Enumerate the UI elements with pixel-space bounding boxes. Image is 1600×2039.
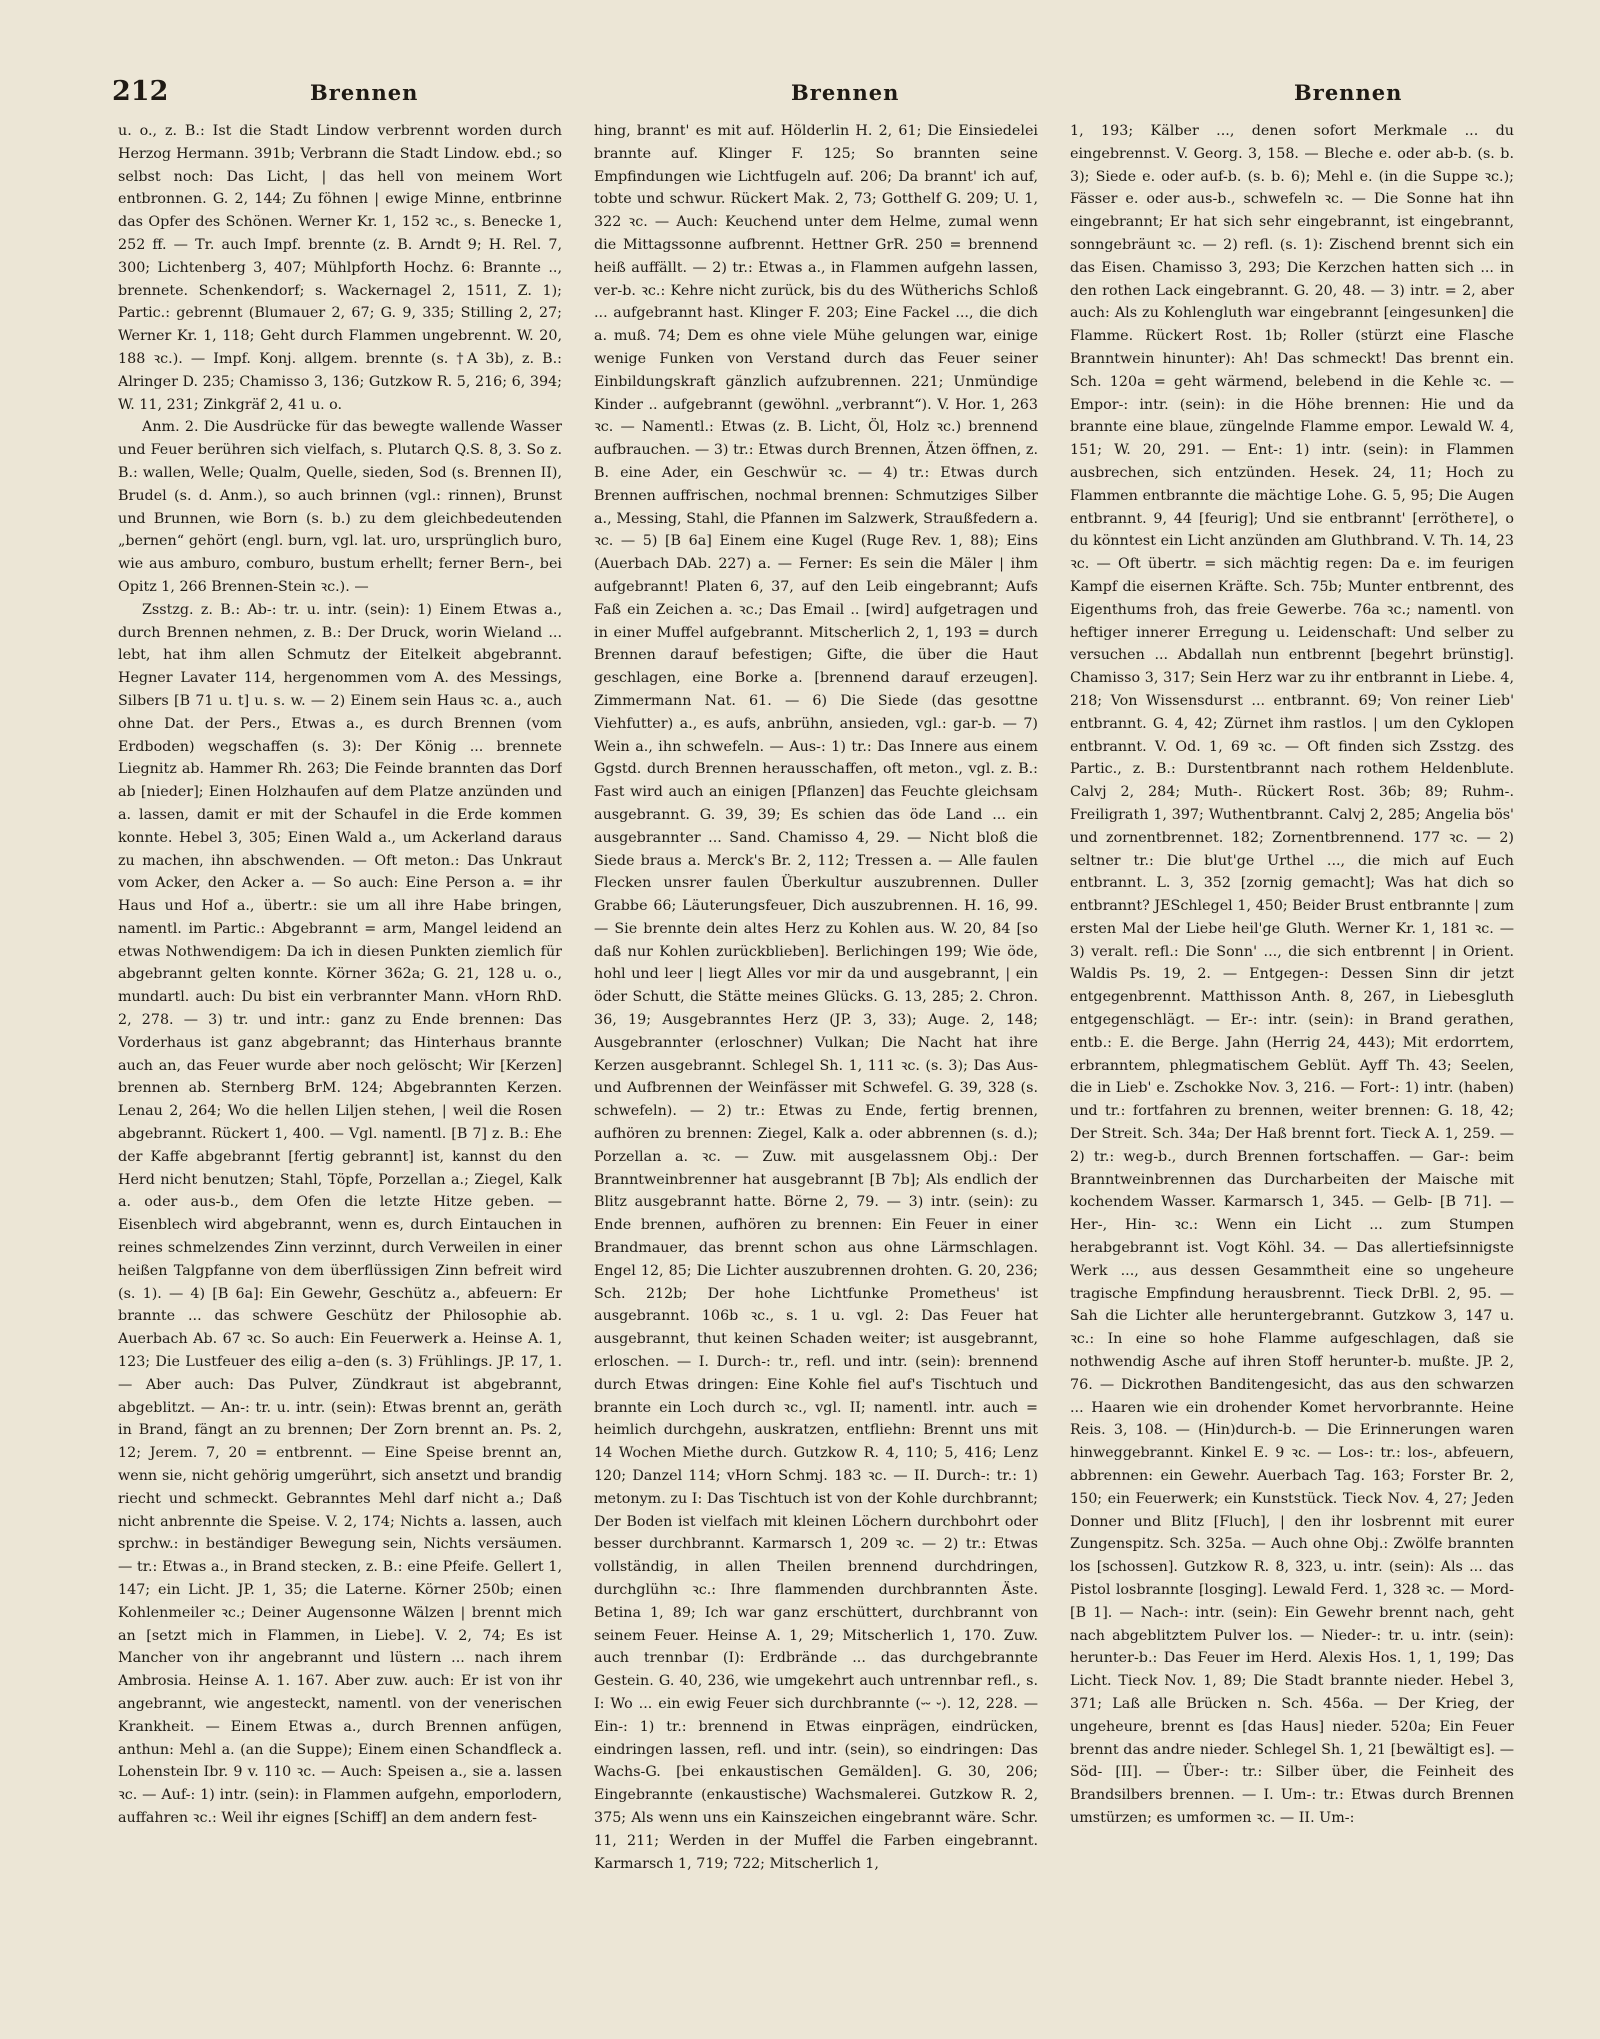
page-header [112, 76, 1512, 112]
column-1-paragraph-3: Zsstzg. z. B.: Ab-: tr. u. intr. (sein): 1) Einem Etwas a., durch Brennen nehmen, z. B.: Der Druck, worin Wieland ... lebt, hat ihm allen Schmutz der Eitelkeit abgebrannt. Hegner Lavater 114, hergenommen vom A. des Messings, Silbers [B 71 u. t] u. s. w. — 2) Einem sein Haus ꝛc. a., auch ohne Dat. der Pers., Etwas a., es durch Brennen (vom Erdboden) wegschaffen (s. 3): Der König ... brennete Liegnitz ab. Hammer Rh. 263; Die Feinde brannten das Dorf ab [nieder]; Einen Holzhaufen auf dem Platze anzünden und a. lassen, damit er mit der Schaufel in die Erde kommen konnte. Hebel 3, 305; Einen Wald a., um Ackerland daraus zu machen, ihn abschwenden. — Oft meton.: Das Unkraut vom Acker, den Acker a. — So auch: Eine Person a. = ihr Haus und Hof a., übertr.: sie um all ihre Habe bringen, namentl. im Partic.: Abgebrannt = arm, Mangel leidend an etwas Nothwendigem: Da ich in diesen Punkten ziemlich für abgebrannt gelten konnte. Körner 362a; G. 21, 128 u. o., mundartl. auch: Du bist ein verbrannter Mann. vHorn RhD. 2, 278. — 3) tr. und intr.: ganz zu Ende brennen: Das Vorderhaus ist ganz abgebrannt; das Hinterhaus brannte auch an, das Feuer wurde aber noch gelöscht; Wir [Kerzen] brennen ab. Sternberg BrM. 124; Abgebrannten Kerzen. Lenau 2, 264; Wo die hellen Liljen stehen, | weil die Rosen abgebrannt. Rückert 1, 400. — Vgl. namentl. [B 7] z. B.: Ehe der Kaffe abgebrannt [fertig gebrannt] ist, kannst du den Herd nicht benutzen; Stahl, Töpfe, Porzellan a.; Ziegel, Kalk a. oder aus-b., dem Ofen die letzte Hitze geben. — Eisenblech wird abgebrannt, wenn es, durch Eintauchen in reines schmelzendes Zinn verzinnt, durch Verweilen in einer heißen Talgpfanne von dem überflüssigen Zinn befreit wird (s. 1). — 4) [B 6a]: Ein Gewehr, Geschütz a., abfeuern: Er brannte ... das schwere Geschütz der Philosophie ab. Auerbach Ab. 67 ꝛc. So auch: Ein Feuerwerk a. Heinse A. 1, 123; Die Lustfeuer des eilig a–den (s. 3) Frühlings. JP. 17, 1. — Aber auch: Das Pulver, Zündkraut ist abgebrannt, abgeblitzt. — An-: tr. u. intr. (sein): Etwas brennt an, geräth in Brand, fängt an zu brennen; Der Zorn brennt an. Ps. 2, 12; Jerem. 7, 20 = entbrennt. — Eine Speise brennt an, wenn sie, nicht gehörig umgerührt, sich ansetzt und brandig riecht und schmeckt. Gebranntes Mehl darf nicht a.; Daß nicht anbrennte die Speise. V. 2, 174; Nichts a. lassen, auch sprchw.: in beständiger Bewegung sein, Nichts versäumen. — tr.: Etwas a., in Brand stecken, z. B.: eine Pfeife. Gellert 1, 147; ein Licht. JP. 1, 35; die Laterne. Körner 250b; einen Kohlenmeiler ꝛc.; Deiner Augensonne Wälzen | brennt mich an [setzt mich in Flammen, in Liebe]. V. 2, 74; Es ist Mancher von ihr angebrannt und lüstern ... nach ihrem Ambrosia. Heinse A. 1. 167. Aber zuw. auch: Er ist von ihr angebrannt, wie angesteckt, namentl. von der venerischen Krankheit. — Einem Etwas a., durch Brennen anfügen, anthun: Mehl a. (an die Suppe); Einem einen Schandfleck a. Lohenstein Ibr. 9 v. 110 ꝛc. — Auch: Speisen a., sie a. lassen ꝛc. — Auf-: 1) intr. (sein): in Flammen aufgehn, emporlodern, auffahren ꝛc.: Weil ihr eignes [Schiff] an dem andern fest- [118, 601, 562, 1826]
column-2-paragraph-1: hing, brannt' es mit auf. Hölderlin H. 2, 61; Die Einsiedelei brannte auf. Klinger F. 125; So brannten seine Empfindungen wie Lichtfugeln auf. 206; Da brannt' ich auf, tobte und schwur. Rückert Mak. 2, 73; Gotthelf G. 209; U. 1, 322 ꝛc. — Auch: Keuchend unter dem Helme, zumal wenn die Mittagssonne aufbrennt. Hettner GrR. 250 = brennend heiß auffällt. — 2) tr.: Etwas a., in Flammen aufgehn lassen, ver-b. ꝛc.: Kehre nicht zurück, bis du des Wütherichs Schloß ... aufgebrannt hast. Klinger F. 203; Eine Fackel ..., die dich a. muß. 74; Dem es ohne viele Mühe gelungen war, einige wenige Funken von Verstand durch das Feuer seiner Einbildungskraft gänzlich aufzubrennen. 221; Unmündige Kinder .. aufgebrannt (gewöhnl. „verbrannt“). V. Hor. 1, 263 ꝛc. — Namentl.: Etwas (z. B. Licht, Öl, Holz ꝛc.) brennend aufbrauchen. — 3) tr.: Etwas durch Brennen, Ätzen öffnen, z. B. eine Ader, ein Geschwür ꝛc. — 4) tr.: Etwas durch Brennen auffrischen, nochmal brennen: Schmutziges Silber a., Messing, Stahl, die Pfannen im Salzwerk, Straußfedern a. ꝛc. — 5) [B 6a] Einem eine Kugel (Ruge Rev. 1, 88); Eins (Auerbach DAb. 227) a. — Ferner: Es sein die Mäler | ihm aufgebrannt! Platen 6, 37, auf den Leib eingebrannt; Aufs Faß ein Zeichen a. ꝛc.; Das Email .. [wird] aufgetragen und in einer Muffel aufgebrannt. Mitscherlich 2, 1, 193 = durch Brennen darauf befestigen; Gifte, die über die Haut geschlagen, eine Borke a. [brennend darauf erzeugen]. Zimmermann Nat. 61. — 6) Die Siede (das gesottne Viehfutter) a., es aufs, anbrühn, ansieden, vgl.: gar-b. — 7) Wein a., ihn schwefeln. — Aus-: 1) tr.: Das Innere aus einem Ggstd. durch Brennen herausschaffen, oft meton., vgl. z. B.: Fast wird auch an einigen [Pflanzen] das Feuchte gleichsam ausgebrannt. G. 39, 39; Es schien das öde Land ... ein ausgebrannter ... Sand. Chamisso 4, 29. — Nicht bloß die Siede braus a. Merck's Br. 2, 112; Tressen a. — Alle faulen Flecken unsrer faulen Überkultur auszubrennen. Duller Grabbe 66; Läuterungsfeuer, Dich auszubrennen. H. 16, 99. — Sie brennte dein altes Herz zu Kohlen aus. W. 20, 84 [so daß nur Kohlen zurückblieben]. Berlichingen 199; Wie öde, hohl und leer | liegt Alles vor mir da und ausgebrannt, | ein öder Schutt, die Stätte meines Glücks. G. 13, 285; 2. Chron. 36, 19; Ausgebranntes Herz (JP. 3, 33); Auge. 2, 148; Ausgebrannter (erloschner) Vulkan; Die Nacht hat ihre Kerzen ausgebrannt. Schlegel Sh. 1, 111 ꝛc. (s. 3); Das Aus- und Aufbrennen der Weinfässer mit Schwefel. G. 39, 328 (s. schwefeln). — 2) tr.: Etwas zu Ende, fertig brennen, aufhören zu brennen: Ziegel, Kalk a. oder abbrennen (s. d.); Porzellan a. ꝛc. — Zuw. mit ausgelassnem Obj.: Der Branntweinbrenner hat ausgebrannt [B 7b]; Als endlich der Blitz ausgebrannt hatte. Börne 2, 79. — 3) intr. (sein): zu Ende brennen, aufhören zu brennen: Ein Feuer in einer Brandmauer, das brennt schon aus ohne Lärmschlagen. Engel 12, 85; Die Lichter auszubrennen drohten. G. 20, 236; Sch. 212b; Der hohe Lichtfunke Prometheus' ist ausgebrannt. 106b ꝛc., s. 1 u. vgl. 2: Das Feuer hat ausgebrannt, thut keinen Schaden weiter; ist ausgebrannt, erloschen. — I. Durch-: tr., refl. und intr. (sein): brennend durch Etwas dringen: Eine Kohle fiel auf's Tischtuch und brannte ein Loch durch ꝛc., vgl. II; namentl. intr. auch = heimlich durchgehn, auskratzen, entfliehn: Brennt uns mit 14 Wochen Miethe durch. Gutzkow R. 4, 110; 5, 416; Lenz 120; Danzel 114; vHorn Schmj. 183 ꝛc. — II. Durch-: tr.: 1) metonym. zu I: Das Tischtuch ist von der Kohle durchbrannt; Der Boden ist vielfach mit kleinen Löchern durchbohrt oder besser durchbrannt. Karmarsch 1, 209 ꝛc. — 2) tr.: Etwas vollständig, in allen Theilen brennend durchdringen, durchglühn ꝛc.: Ihre flammenden durchbrannten Äste. Betina 1, 89; Ich war ganz erschüttert, durchbrannt von seinem Feuer. Heinse A. 1, 29; Mitscherlich 1, 170. Zuw. auch trennbar (I): Erdbrände ... das durchgebrannte Gestein. G. 40, 236, wie umgekehrt auch untrennbar refl., s. I: Wo ... ein ewig Feuer sich durchbrannte (⏑⏑ ⏑). 12, 228. — Ein-: 1) tr.: brennend in Etwas einprägen, eindrücken, eindringen lassen, refl. und intr. (sein), so eindringen: Das Wachs-G. [bei enkaustischen Gemälden]. G. 30, 206; Eingebrannte (enkaustische) Wachsmalerei. Gutzkow R. 2, 375; Als wenn uns ein Kainszeichen eingebrannt wäre. Schr. 11, 211; Werden in der Muffel die Farben eingebrannt. Karmarsch 1, 719; 722; Mitscherlich 1, [594, 123, 1038, 1872]
text-column-2 [594, 120, 1038, 2015]
running-head-right: Brennen [1294, 80, 1403, 105]
column-1-paragraph-2: Anm. 2. Die Ausdrücke für das bewegte wallende Wasser und Feuer berühren sich vielfach, s. Plutarch Q.S. 8, 3. So z. B.: wallen, Welle; Qualm, Quelle, sieden, Sod (s. Brennen II), Brudel (s. d. Anm.), so auch brinnen (vgl.: rinnen), Brunst und Brunnen, wie Born (s. b.) zu dem gleichbedeutenden „bernen“ gehört (engl. burn, vgl. lat. uro, ursprünglich buro, wie aus amburo, comburo, bustum erhellt; ferner Bern-, bei Opitz 1, 266 Brennen-Stein ꝛc.). — [118, 419, 562, 595]
running-head-center: Brennen [791, 80, 900, 105]
text-column-1 [118, 120, 562, 2015]
column-3-paragraph-1: 1, 193; Kälber ..., denen sofort Merkmale ... du eingebrennst. V. Georg. 3, 158. — Bleche e. oder ab-b. (s. b. 3); Siede e. oder auf-b. (s. b. 6); Mehl e. (in die Suppe ꝛc.); Fässer e. oder aus-b., schwefeln ꝛc. — Die Sonne hat ihn eingebrannt; Er hat sich sehr eingebrannt, ist eingebrannt, sonngebräunt ꝛc. — 2) refl. (s. 1): Zischend brennt sich ein das Eisen. Chamisso 3, 293; Die Kerzchen hatten sich ... in den rothen Lack eingebrannt. G. 20, 48. — 3) intr. = 2, aber auch: Als zu Kohlengluth war eingebrannt [eingesunken] die Flamme. Rückert Rost. 1b; Roller (stürzt eine Flasche Branntwein hinunter): Ah! Das schmeckt! Das brennt ein. Sch. 120a = geht wärmend, belebend in die Kehle ꝛc. — Empor-: intr. (sein): in die Höhe brennen: Hie und da brannte eine blaue, züngelnde Flamme empor. Lewald W. 4, 151; W. 20, 291. — Ent-: 1) intr. (sein): in Flammen ausbrechen, sich entzünden. Hesek. 24, 11; Hoch zu Flammen entbrannte die mächtige Lohe. G. 5, 95; Die Augen entbrannt. 9, 44 [feurig]; Und sie entbrannt' [errötheте], o du könntest ein Licht anzünden am Gluthbrand. V. Th. 14, 23 ꝛc. — Oft übertr. = sich mächtig regen: Da e. im feurigen Kampf die eisernen Kräfte. Sch. 75b; Munter entbrennt, des Eigenthums froh, das freie Gewerbe. 76a ꝛc.; namentl. von heftiger innerer Erregung u. Leidenschaft: Und selber zu versuchen ... Abdallah nun entbrennt [begehrt brünstig]. Chamisso 3, 317; Sein Herz war zu ihr entbrannt in Liebe. 4, 218; Von Wissensdurst ... entbrannt. 69; Von reiner Lieb' entbrannt. G. 4, 42; Zürnet ihm rastlos. | um den Cyklopen entbrannt. V. Od. 1, 69 ꝛc. — Oft finden sich Zsstzg. des Partic., z. B.: Durstentbrannt nach rothem Heldenblute. Calvj 2, 284; Muth-. Rückert Rost. 36b; 89; Ruhm-. Freiligrath 1, 397; Wuthentbrannt. Calvj 2, 285; Angelia bös' und zornentbrennet. 182; Zornentbrennend. 177 ꝛc. — 2) seltner tr.: Die blut'ge Urthel ..., die mich auf Euch entbrannt. L. 3, 352 [zornig gemacht]; Was hat dich so entbrannt? JESchlegel 1, 450; Beider Brust entbrannte | zum ersten Mal der Liebe heil'ge Gluth. Werner Kr. 1, 181 ꝛc. — 3) veralt. refl.: Die Sonn' ..., die sich entbrennt | in Orient. Waldis Ps. 19, 2. — Entgegen-: Dessen Sinn dir jetzt entgegenbrennt. Matthisson Anth. 8, 267, in Liebesgluth entgegenschlägt. — Er-: intr. (sein): in Brand gerathen, entb.: E. die Berge. Jahn (Herrig 24, 443); Mit erdorrtem, erbranntem, phlegmatischem Geblüt. Ayff Th. 43; Seelen, die in Lieb' e. Zschokke Nov. 3, 216. — Fort-: 1) intr. (haben) und tr.: fortfahren zu brennen, weiter brennen: G. 18, 42; Der Streit. Sch. 34a; Der Haß brennt fort. Tieck A. 1, 259. — 2) tr.: weg-b., durch Brennen fortschaffen. — Gar-: beim Branntweinbrennen das Durcharbeiten der Maische mit kochendem Wasser. Karmarsch 1, 345. — Gelb- [B 71]. — Her-, Hin- ꝛc.: Wenn ein Licht ... zum Stumpen herabgebrannt ist. Vogt Köhl. 34. — Das allertiefsinnigste Werk ..., aus dessen Gesammtheit eine so ungeheure tragische Empfindung herausbrennt. Tieck DrBl. 2, 95. — Sah die Lichter alle heruntergebrannt. Gutzkow 3, 147 u. ꝛc.: In eine so hohe Flamme aufgeschlagen, daß sie nothwendig Asche auf ihren Stoff herunter-b. mußte. JP. 2, 76. — Dickrothen Banditengesicht, das aus den schwarzen ... Haaren wie ein drohender Komet hervorbrannte. Heine Reis. 3, 108. — (Hin)durch-b. — Die Erinnerungen waren hinweggebrannt. Kinkel E. 9 ꝛc. — Los-: tr.: los-, abfeuern, abbrennen: ein Gewehr. Auerbach Tag. 163; Forster Br. 2, 150; ein Feuerwerk; ein Kunststück. Tieck Nov. 4, 27; Jeden Donner und Blitz [Fluch], | den ihr losbrennt mit eurer Zungenspitz. Sch. 325a. — Auch ohne Obj.: Zwölfe brannten los [schossen]. Gutzkow R. 8, 323, u. intr. (sein): Als ... das Pistol losbrannte [losging]. Lewald Ferd. 1, 328 ꝛc. — Mord-[B 1]. — Nach-: intr. (sein): Ein Gewehr brennt nach, geht nach abgeblitztem Pulver los. — Nieder-: tr. u. intr. (sein): herunter-b.: Das Feuer im Herd. Alexis Hos. 1, 1, 199; Das Licht. Tieck Nov. 1, 89; Die Stadt brannte nieder. Hebel 3, 371; Laß alle Brücken n. Sch. 456a. — Der Krieg, der ungeheure, brennt es [das Haus] nieder. 520a; Ein Feuer brennt das andre nieder. Schlegel Sh. 1, 21 [bewältigt es]. — Söd- [II]. — Über-: tr.: Silber über, die Feinheit des Brandsilbers brennen. — I. Um-: tr.: Etwas durch Brennen umstürzen; es umformen ꝛc. — II. Um-: [1070, 123, 1514, 1826]
text-column-3 [1070, 120, 1514, 2015]
column-1-paragraph-1: u. o., z. B.: Ist die Stadt Lindow verbrennt worden durch Herzog Hermann. 391b; Verbrann die Stadt Lindow. ebd.; so selbst noch: Das Licht, | das hell von meinem Wort entbronnen. G. 2, 144; Zu föhnen | ewige Minne, entbrinne das Opfer des Schönen. Werner Kr. 1, 152 ꝛc., s. Benecke 1, 252 ff. — Tr. auch Impf. brennte (z. B. Arndt 9; H. Rel. 7, 300; Lichtenberg 3, 407; Mühlpforth Hochz. 6: Brannte .., brennete. Schenkendorf; s. Wackernagel 2, 1511, Z. 1); Partic.: gebrennt (Blumauer 2, 67; G. 9, 335; Stilling 2, 27; Werner Kr. 1, 118; Geht durch Flammen ungebrennt. W. 20, 188 ꝛc.). — Impf. Konj. allgem. brennte (s. †A 3b), z. B.: Alringer D. 235; Chamisso 3, 136; Gutzkow R. 5, 216; 6, 394; W. 11, 231; Zinkgräf 2, 41 u. o. [118, 123, 562, 413]
running-head-left: Brennen [310, 80, 419, 105]
page-number: 212 [112, 76, 169, 107]
